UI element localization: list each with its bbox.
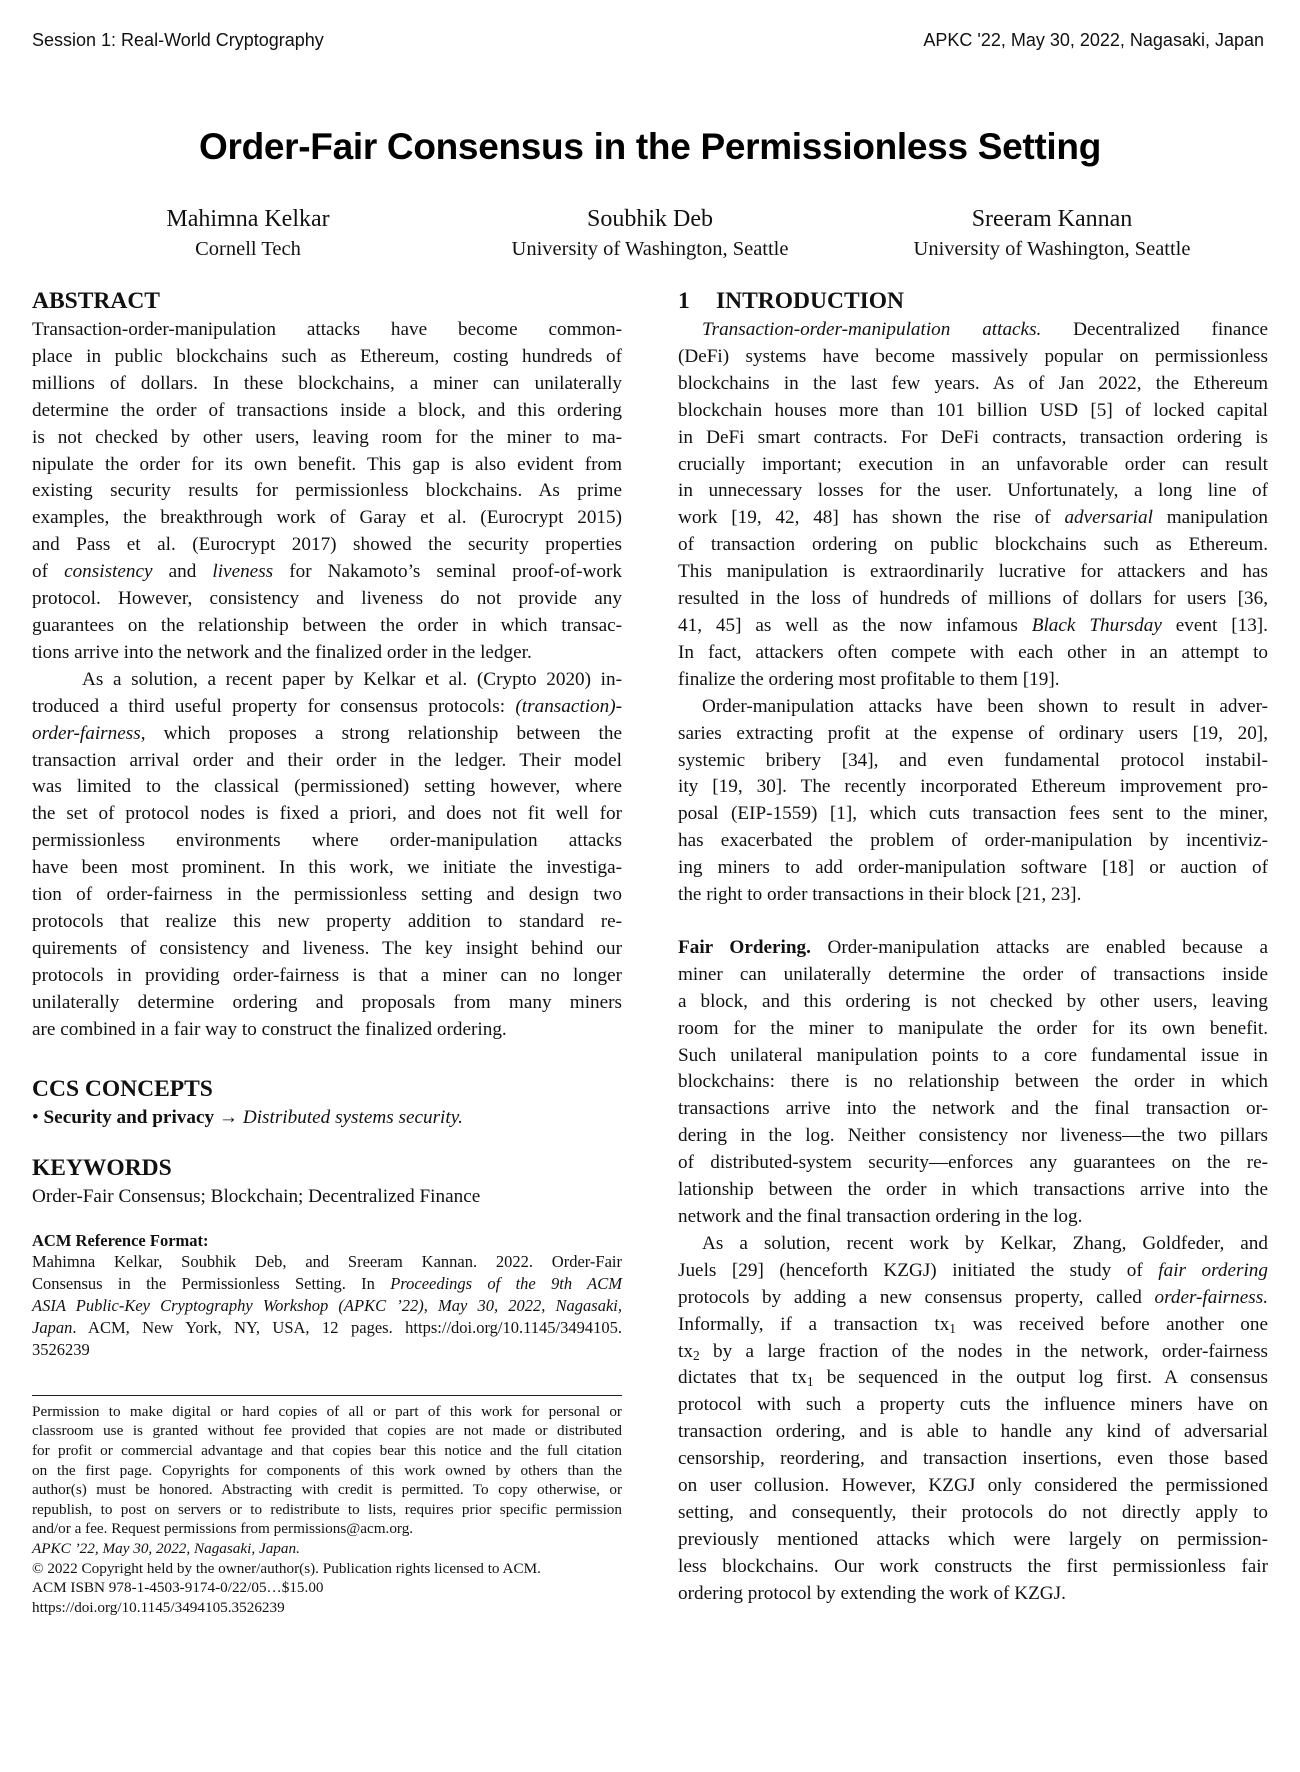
text-line: tion of order-fairness in the permissionless setting and design two xyxy=(32,884,622,906)
footnote-isbn: ACM ISBN 978-1-4503-9174-0/22/05…$15.00 xyxy=(32,1579,324,1597)
text-line: nipulate the order for its own benefit. This gap is also evident from xyxy=(32,453,622,475)
text-line: Fair Ordering. Order-manipulation attacks are enabled because a xyxy=(678,936,1268,958)
text-line: Transaction-order-manipulation attacks have become common- xyxy=(32,319,622,340)
text-line: in DeFi smart contracts. For DeFi contracts, transaction ordering is xyxy=(678,426,1268,448)
text-line: protocols in providing order-fairness is that a miner can no longer xyxy=(32,964,622,986)
ccs-concept-entry: • Security and privacy → Distributed systems security. xyxy=(32,1107,463,1129)
arrow-icon: → xyxy=(218,1107,239,1129)
text-line: protocols that realize this new property addition to standard re- xyxy=(32,910,622,932)
footnote-copyright: © 2022 Copyright held by the owner/author(s). Publication rights licensed to ACM. xyxy=(32,1559,541,1577)
fair-ordering-paragraph xyxy=(678,935,1268,1231)
text-line: transaction arrival order and their order in the ledger. Their model xyxy=(32,749,622,771)
text-line: ing miners to add order-manipulation software [18] or auction of xyxy=(678,857,1268,879)
author-affiliation: University of Washington, Seattle xyxy=(913,238,1191,260)
text-line: network and the final transaction ordering in the log. xyxy=(678,1206,1083,1227)
text-line: and Pass et al. (Eurocrypt 2017) showed the security properties xyxy=(32,534,622,556)
left-column xyxy=(32,285,622,1617)
acm-reference-format xyxy=(32,1231,622,1361)
text-line: of transaction ordering on public blockchains such as Ethereum. xyxy=(678,534,1268,556)
text-line: ity [19, 30]. The recently incorporated Ethereum improvement pro- xyxy=(678,776,1268,798)
text-line: less blockchains. Our work constructs the first permissionless fair xyxy=(678,1555,1268,1577)
text-line: protocols by adding a new consensus property, called order-fairness. xyxy=(678,1286,1268,1308)
text-line: in unnecessary losses for the user. Unfortunately, a long line of xyxy=(678,480,1268,502)
text-line: blockchain houses more than 101 billion USD [5] of locked capital xyxy=(678,399,1268,421)
text-line: permissionless environments where order-manipulation attacks xyxy=(32,830,622,852)
text-line: of consistency and liveness for Nakamoto’s seminal proof-of-work xyxy=(32,561,622,583)
footnote-venue: APKC ’22, May 30, 2022, Nagasaki, Japan. xyxy=(32,1540,300,1558)
author-name: Mahimna Kelkar xyxy=(166,206,330,232)
text-line: transaction ordering, and is able to handle any kind of adversarial xyxy=(678,1421,1268,1443)
text-line: resulted in the loss of hundreds of millions of dollars for users [36, xyxy=(678,588,1268,610)
text-line: As a solution, recent work by Kelkar, Zhang, Goldfeder, and xyxy=(702,1232,1268,1254)
text-line: the set of protocol nodes is fixed a priori, and does not fit well for xyxy=(32,803,622,825)
text-line: the right to order transactions in their block [21, 23]. xyxy=(678,884,1082,906)
text-line: on the first page. Copyrights for components of this work owned by others than the xyxy=(32,1461,622,1479)
author-block xyxy=(842,204,1262,264)
abstract-heading: ABSTRACT xyxy=(32,288,160,314)
text-line: dering in the log. Neither consistency nor liveness—the two pillars xyxy=(678,1125,1268,1147)
running-header-session: Session 1: Real-World Cryptography xyxy=(32,30,324,50)
text-line: are combined in a fair way to construct the finalized ordering. xyxy=(32,1018,507,1040)
text-line: systemic bribery [34], and even fundamental protocol instabil- xyxy=(678,749,1268,771)
text-line: 3526239 xyxy=(32,1339,90,1359)
text-line: author(s) must be honored. Abstracting with credit is permitted. To copy otherwise, or xyxy=(32,1481,622,1499)
text-line: blockchains: there is no relationship between the order in which xyxy=(678,1071,1268,1093)
text-line: 41, 45] as well as the now infamous Black Thursday event [13]. xyxy=(678,614,1268,636)
text-line: Informally, if a transaction $tx_1$ was received before another one xyxy=(678,1313,1268,1336)
footnote-divider xyxy=(32,1395,622,1396)
text-line: was limited to the classical (permissioned) setting however, where xyxy=(32,776,622,798)
author-affiliation: Cornell Tech xyxy=(195,238,301,260)
author-name: Soubhik Deb xyxy=(587,206,713,232)
text-line: unilaterally determine ordering and proposals from many miners xyxy=(32,991,622,1013)
text-line: examples, the breakthrough work of Garay et al. (Eurocrypt 2015) xyxy=(32,507,622,529)
text-line: existing security results for permissionless blockchains. As prime xyxy=(32,480,622,502)
text-line: classroom use is granted without fee provided that copies are not made or distributed xyxy=(32,1422,622,1440)
text-line: lationship between the order in which transactions arrive into the xyxy=(678,1179,1268,1201)
text-line: is not checked by other users, leaving room for the miner to ma- xyxy=(32,426,622,448)
keywords-text: Order-Fair Consensus; Blockchain; Decentralized Finance xyxy=(32,1186,481,1208)
text-line: ordering protocol by extending the work of KZGJ. xyxy=(678,1582,1066,1604)
text-line: censorship, reordering, and transaction insertions, even those based xyxy=(678,1448,1268,1470)
text-line: Juels [29] (henceforth KZGJ) initiated the study of fair ordering xyxy=(678,1259,1268,1281)
text-line: (DeFi) systems have become massively popular on permissionless xyxy=(678,345,1268,367)
text-line: republish, to post on servers or to redistribute to lists, requires prior specific permission xyxy=(32,1500,622,1518)
text-line: Permission to make digital or hard copies of all or part of this work for personal or xyxy=(32,1402,622,1420)
text-line: quirements of consistency and liveness. The key insight behind our xyxy=(32,937,622,959)
text-line: Such unilateral manipulation points to a core fundamental issue in xyxy=(678,1044,1268,1066)
text-line: posal (EIP-1559) [1], which cuts transaction fees sent to the miner, xyxy=(678,803,1268,825)
text-line: crucially important; execution in an unfavorable order can result xyxy=(678,453,1268,475)
abstract-paragraph-2 xyxy=(32,667,622,1044)
text-line: protocol. However, consistency and liveness do not provide any xyxy=(32,588,622,610)
text-line: saries extracting profit at the expense of ordinary users [19, 20], xyxy=(678,722,1268,744)
text-line: millions of dollars. In these blockchains, a miner can unilaterally xyxy=(32,372,622,394)
text-line: Consensus in the Permissionless Setting. In Proceedings of the 9th ACM xyxy=(32,1273,622,1293)
text-line: As a solution, a recent paper by Kelkar et al. (Crypto 2020) in- xyxy=(82,668,622,690)
acm-reference-heading: ACM Reference Format: xyxy=(32,1231,209,1251)
text-line: work [19, 42, 48] has shown the rise of adversarial manipulation xyxy=(678,507,1268,529)
text-line: dictates that $tx_1$ be sequenced in the output log first. A consensus xyxy=(678,1367,1268,1390)
text-line: This manipulation is extraordinarily lucrative for attackers and has xyxy=(678,561,1268,583)
author-block xyxy=(38,204,458,264)
text-line: on user collusion. However, KZGJ only considered the permissioned xyxy=(678,1475,1268,1497)
text-line: $tx_2$ by a large fraction of the nodes in the network, order-fairness xyxy=(678,1340,1268,1363)
text-line: ASIA Public-Key Cryptography Workshop (APKC ’22), May 30, 2022, Nagasaki, xyxy=(32,1295,622,1315)
intro-paragraph-4 xyxy=(678,1231,1268,1608)
text-line: guarantees on the relationship between the order in which transac- xyxy=(32,614,622,636)
text-line: blockchains in the last few years. As of Jan 2022, the Ethereum xyxy=(678,372,1268,394)
ccs-concepts-heading: CCS CONCEPTS xyxy=(32,1076,213,1103)
text-line: a block, and this ordering is not checked by other users, leaving xyxy=(678,990,1268,1012)
text-line: previously mentioned attacks which were largely on permission- xyxy=(678,1528,1268,1550)
text-line: for profit or commercial advantage and that copies bear this notice and the full citation xyxy=(32,1442,622,1460)
introduction-heading: 1 INTRODUCTION xyxy=(678,288,905,314)
text-line: Transaction-order-manipulation attacks. Decentralized finance xyxy=(702,319,1269,340)
running-header-venue: APKC '22, May 30, 2022, Nagasaki, Japan xyxy=(923,30,1264,50)
text-line: of distributed-system security—enforces any guarantees on the re- xyxy=(678,1152,1268,1174)
text-line: miner can unilaterally determine the order of transactions inside xyxy=(678,963,1268,985)
text-line: room for the miner to manipulate the order for its own benefit. xyxy=(678,1017,1268,1039)
text-line: In fact, attackers often compete with each other in an attempt to xyxy=(678,641,1268,663)
abstract-paragraph-1 xyxy=(32,317,622,667)
author-name: Sreeram Kannan xyxy=(971,206,1133,232)
text-line: transactions arrive into the network and the final transaction or- xyxy=(678,1098,1268,1120)
text-line: Japan. ACM, New York, NY, USA, 12 pages. https://doi.org/10.1145/3494105. xyxy=(32,1317,622,1337)
fair-ordering-runin-heading: Fair Ordering. xyxy=(678,936,811,958)
text-line: and/or a fee. Request permissions from permissions@acm.org. xyxy=(32,1520,414,1538)
text-line: Order-manipulation attacks have been shown to result in adver- xyxy=(702,695,1268,717)
text-line: Mahimna Kelkar, Soubhik Deb, and Sreeram Kannan. 2022. Order-Fair xyxy=(32,1251,622,1271)
text-line: finalize the ordering most profitable to them [19]. xyxy=(678,668,1060,690)
text-line: troduced a third useful property for consensus protocols: (transaction)- xyxy=(32,695,622,717)
permission-footnote xyxy=(32,1402,622,1618)
text-line: have been most prominent. In this work, we initiate the investiga- xyxy=(32,857,622,879)
text-line: setting, and consequently, their protocols do not directly apply to xyxy=(678,1501,1268,1523)
text-line: has exacerbated the problem of order-manipulation by incentiviz- xyxy=(678,830,1268,852)
paper-title: Order-Fair Consensus in the Permissionless Setting xyxy=(198,126,1101,167)
intro-paragraph-2 xyxy=(678,694,1268,909)
text-line: protocol with such a property cuts the influence miners have on xyxy=(678,1394,1268,1416)
author-affiliation: University of Washington, Seattle xyxy=(511,238,789,260)
text-line: place in public blockchains such as Ethereum, costing hundreds of xyxy=(32,345,622,367)
author-block xyxy=(440,204,860,264)
text-line: determine the order of transactions inside a block, and this ordering xyxy=(32,399,622,421)
text-line: tions arrive into the network and the finalized order in the ledger. xyxy=(32,641,532,663)
right-column xyxy=(678,285,1268,1608)
keywords-heading: KEYWORDS xyxy=(32,1155,172,1182)
intro-paragraph-1 xyxy=(678,317,1268,694)
text-line: order-fairness, which proposes a strong relationship between the xyxy=(32,722,622,744)
footnote-doi-link[interactable]: https://doi.org/10.1145/3494105.3526239 xyxy=(32,1598,285,1616)
